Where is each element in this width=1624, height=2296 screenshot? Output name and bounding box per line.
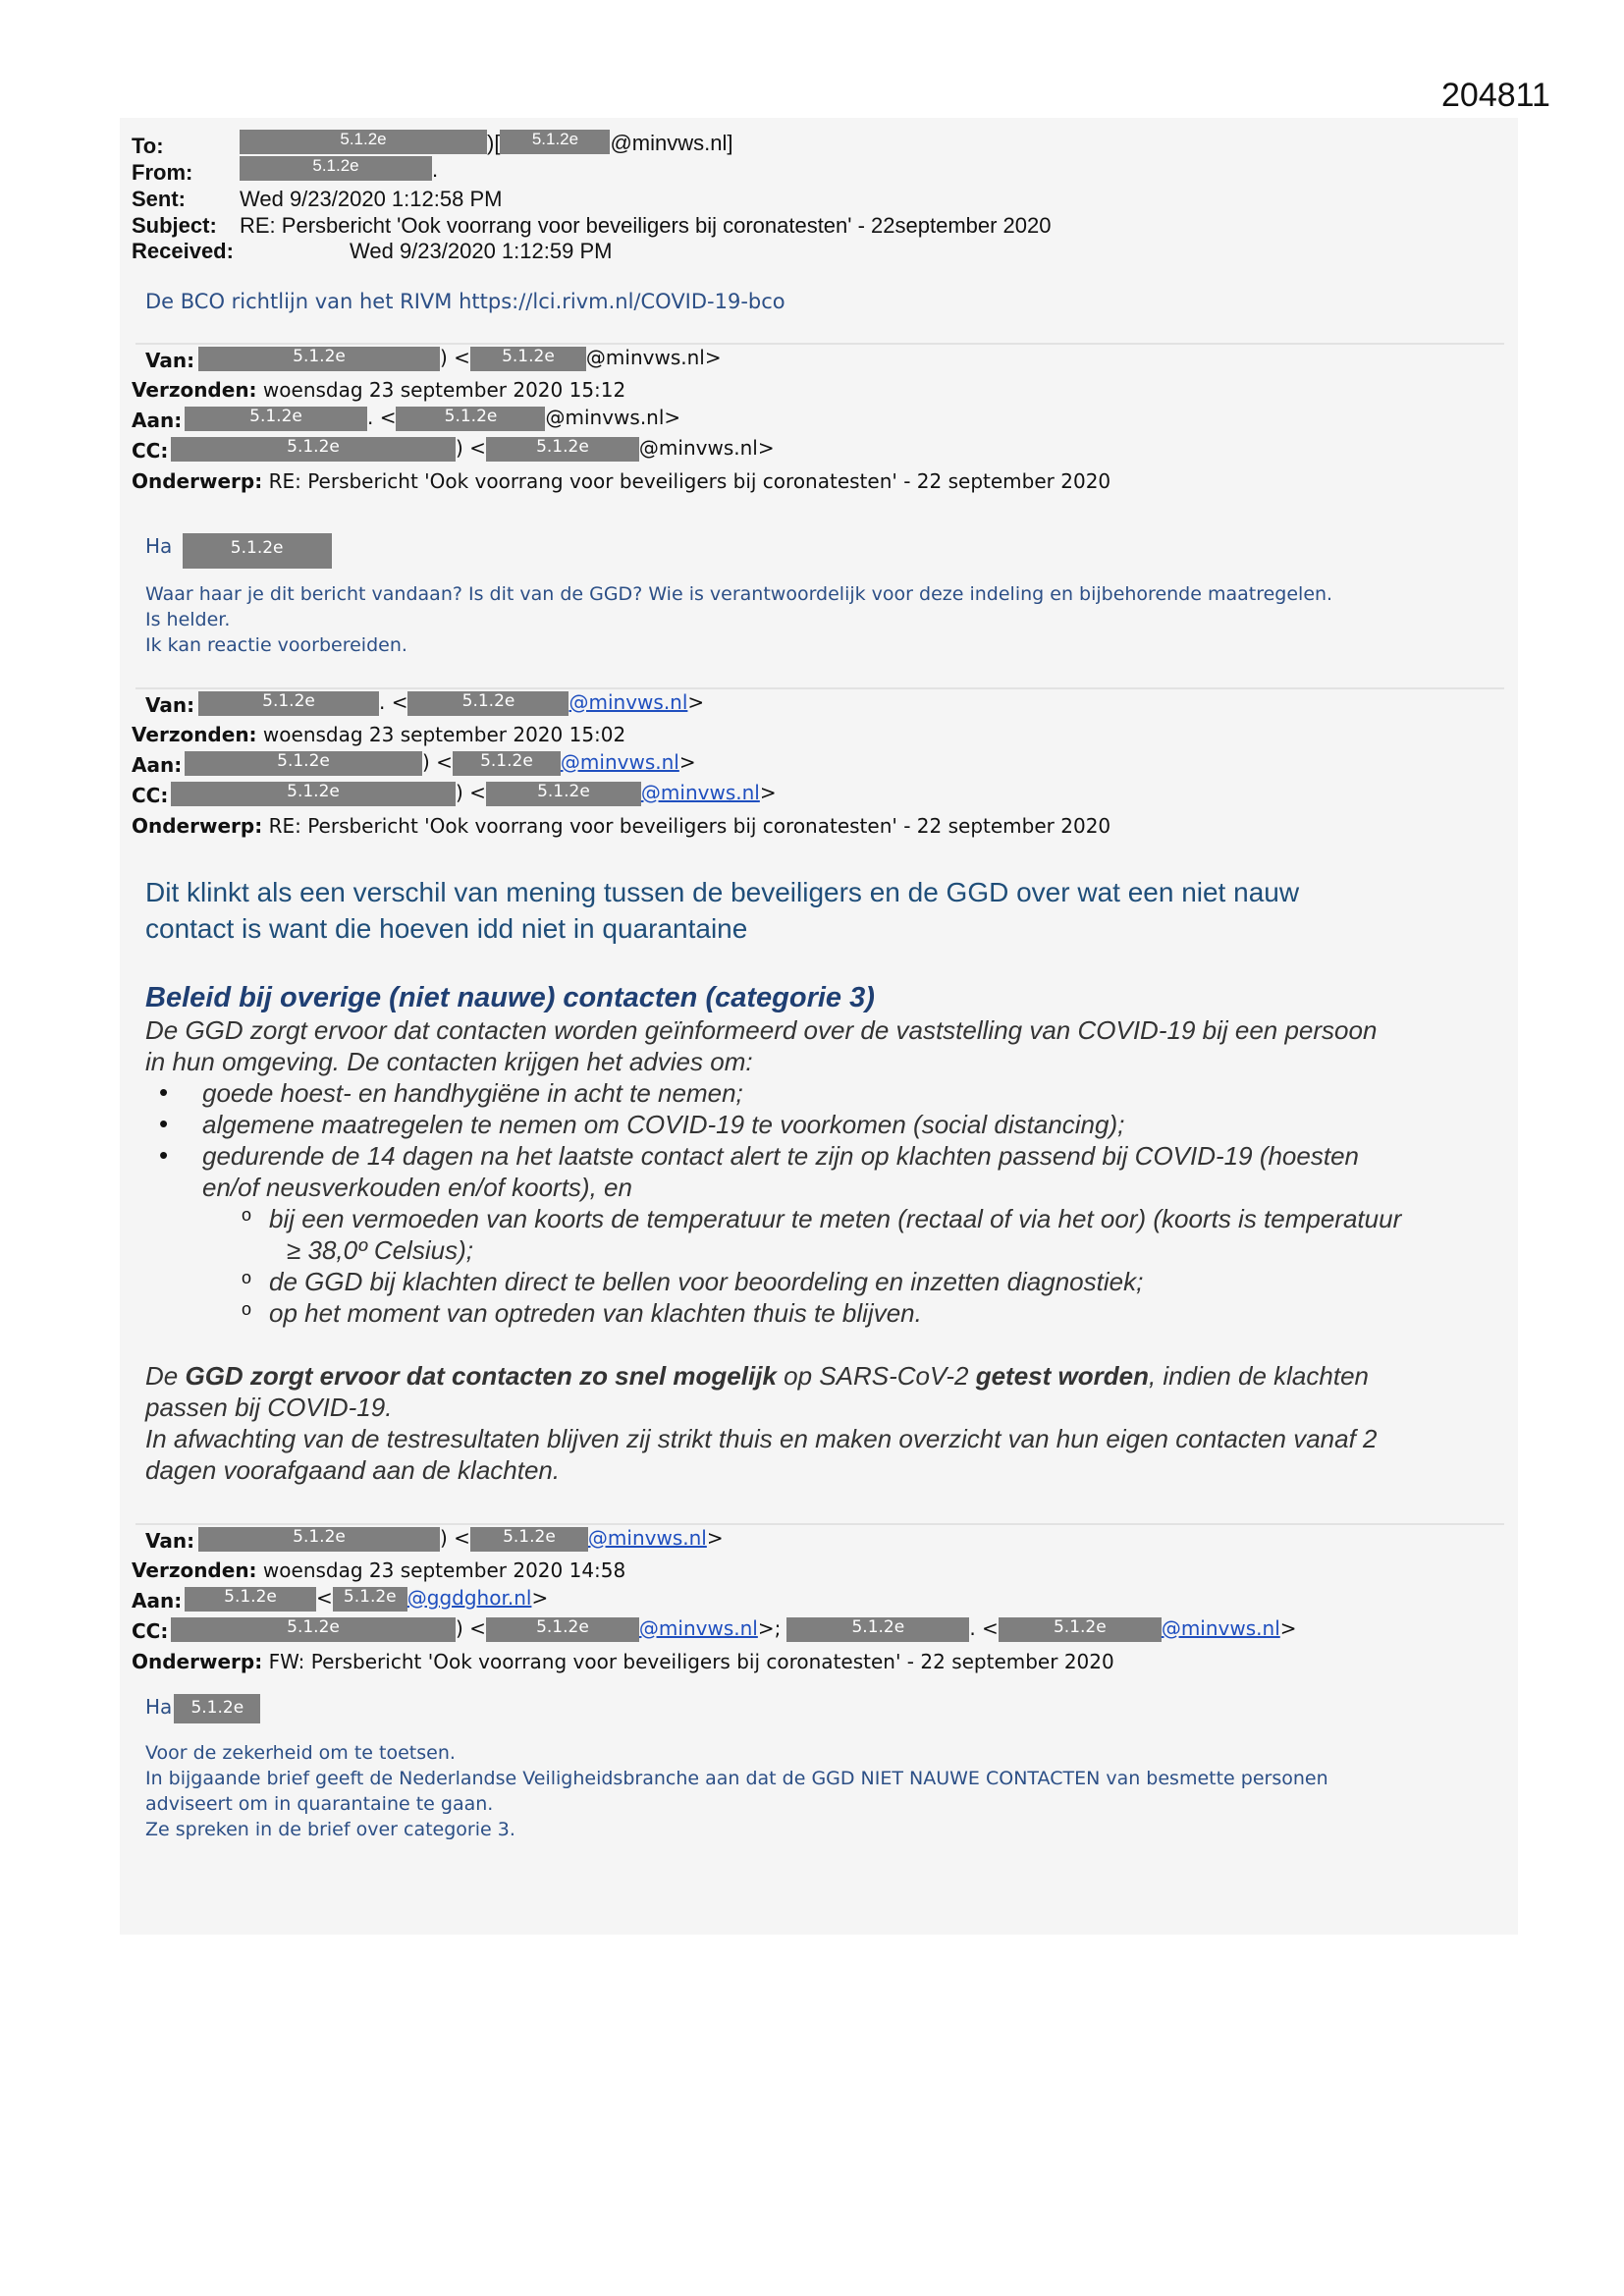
van-label: Van: — [145, 1529, 195, 1553]
circle-bullet-icon: o — [242, 1268, 252, 1287]
redaction: 5.1.2e — [333, 1587, 407, 1612]
to-label: To: — [132, 134, 164, 158]
redaction: 5.1.2e — [470, 1527, 588, 1552]
email-link[interactable]: @minvws.nl — [1161, 1616, 1280, 1640]
van-line: 5.1.2e ) < 5.1.2e @minvws.nl> — [198, 1523, 724, 1554]
to-domain: @minvws.nl] — [610, 131, 733, 155]
paragraph-line: In afwachting van de testresultaten blijven zij strikt thuis en maken overzicht van hun eigen contacten vanaf 2 — [145, 1424, 1378, 1453]
email-link[interactable]: @ggdghor.nl — [406, 1586, 532, 1610]
redaction: 5.1.2e — [486, 782, 641, 806]
to-separator: )[ — [487, 131, 501, 155]
redaction: 5.1.2e — [185, 407, 367, 431]
paragraph-line: dagen voorafgaand aan de klachten. — [145, 1455, 561, 1485]
subject-label: Subject: — [132, 213, 217, 238]
verzonden-line: Verzonden: woensdag 23 september 2020 15:02 — [132, 723, 626, 746]
greeting: Ha 5.1.2e — [145, 1694, 260, 1723]
paragraph-line: De GGD zorgt ervoor dat contacten zo snel mogelijk op SARS-CoV-2 getest worden, indien de klachten — [145, 1361, 1369, 1391]
email-page — [120, 118, 1518, 1935]
redaction: 5.1.2e — [183, 533, 332, 569]
redaction: 5.1.2e — [198, 1527, 440, 1552]
aan-label: Aan: — [132, 1589, 183, 1613]
sub-list-item: bij een vermoeden van koorts de temperatuur te meten (rectaal of via het oor) (koorts is temperatuur — [269, 1204, 1402, 1233]
van-line: 5.1.2e ) < 5.1.2e @minvws.nl> — [198, 343, 722, 373]
redaction: 5.1.2e — [486, 1617, 639, 1642]
body-line: In bijgaande brief geeft de Nederlandse Veiligheidsbranche aan dat de GGD NIET NAUWE CONTACTEN van besmette personen — [145, 1768, 1328, 1789]
cc-label: CC: — [132, 784, 169, 807]
cc-line: 5.1.2e ) < 5.1.2e @minvws.nl> — [171, 778, 777, 808]
redaction: 5.1.2e — [500, 130, 610, 154]
paragraph-line: De GGD zorgt ervoor dat contacten worden geïnformeerd over de vaststelling van COVID-19 bij een persoon — [145, 1015, 1378, 1045]
circle-bullet-icon: o — [242, 1299, 252, 1319]
sub-list-item: op het moment van optreden van klachten thuis te blijven. — [269, 1298, 922, 1328]
email-link[interactable]: @minvws.nl — [640, 781, 760, 804]
received-label: Received: — [132, 239, 234, 263]
redaction: 5.1.2e — [999, 1617, 1162, 1642]
van-label: Van: — [145, 349, 195, 372]
redaction: 5.1.2e — [171, 782, 456, 806]
sub-list-item: ≥ 38,0º Celsius); — [287, 1235, 473, 1265]
redaction: 5.1.2e — [470, 347, 586, 371]
bullet-icon: • — [159, 1109, 169, 1138]
email-link[interactable]: @minvws.nl — [568, 690, 688, 714]
email-link[interactable]: @minvws.nl — [638, 1616, 758, 1640]
email-link[interactable]: @minvws.nl — [587, 1526, 707, 1550]
redaction: 5.1.2e — [240, 130, 487, 154]
body-line: contact is want die hoeven idd niet in quarantaine — [145, 913, 748, 944]
redaction: 5.1.2e — [486, 437, 639, 462]
cc-label: CC: — [132, 439, 169, 463]
to-line — [240, 130, 732, 156]
body-line: Voor de zekerheid om te toetsen. — [145, 1742, 456, 1764]
cc-line: 5.1.2e ) < 5.1.2e @minvws.nl>; 5.1.2e . < 5.1.2e @minvws.nl> — [171, 1613, 1297, 1644]
aan-line: 5.1.2e . < 5.1.2e @minvws.nl> — [185, 403, 680, 433]
redaction: 5.1.2e — [171, 1617, 456, 1642]
aan-line: 5.1.2e ) < 5.1.2e @minvws.nl> — [185, 747, 696, 778]
redaction: 5.1.2e — [198, 347, 440, 371]
redaction: 5.1.2e — [396, 407, 545, 431]
greeting: Ha 5.1.2e — [145, 533, 332, 569]
onderwerp-line: Onderwerp: RE: Persbericht 'Ook voorrang voor beveiligers bij coronatesten' - 22 september 2020 — [132, 814, 1111, 838]
body-line: Ik kan reactie voorbereiden. — [145, 634, 407, 656]
subject-value: RE: Persbericht 'Ook voorrang voor beveiligers bij coronatesten' - 22september 2020 — [240, 213, 1052, 238]
list-item: algemene maatregelen te nemen om COVID-19 te voorkomen (social distancing); — [202, 1110, 1125, 1139]
list-item: gedurende de 14 dagen na het laatste contact alert te zijn op klachten passend bij COVID-19 (hoesten — [202, 1141, 1359, 1171]
onderwerp-line: Onderwerp: FW: Persbericht 'Ook voorrang voor beveiligers bij coronatesten' - 22 september 2020 — [132, 1650, 1114, 1673]
redaction: 5.1.2e — [240, 156, 432, 181]
bullet-icon: • — [159, 1140, 169, 1170]
aan-label: Aan: — [132, 753, 183, 777]
body-line: Waar haar je dit bericht vandaan? Is dit van de GGD? Wie is verantwoordelijk voor deze indeling en bijbehorende maatregelen. — [145, 583, 1333, 605]
body-line: adviseert om in quarantaine te gaan. — [145, 1793, 494, 1815]
sent-label: Sent: — [132, 187, 186, 211]
redaction: 5.1.2e — [185, 751, 422, 776]
redaction: 5.1.2e — [198, 691, 379, 716]
redaction: 5.1.2e — [786, 1617, 969, 1642]
email-link[interactable]: @minvws.nl — [560, 750, 679, 774]
verzonden-line: Verzonden: woensdag 23 september 2020 14:58 — [132, 1558, 626, 1582]
from-dot: . — [432, 157, 439, 182]
onderwerp-line: Onderwerp: RE: Persbericht 'Ook voorrang voor beveiligers bij coronatesten' - 22 september 2020 — [132, 469, 1111, 493]
verzonden-line: Verzonden: woensdag 23 september 2020 15:12 — [132, 378, 626, 402]
body-line: Dit klinkt als een verschil van mening tussen de beveiligers en de GGD over wat een niet nauw — [145, 877, 1300, 907]
intro-text: De BCO richtlijn van het RIVM https://lci.rivm.nl/COVID-19-bco — [145, 290, 785, 313]
body-line: Is helder. — [145, 609, 231, 630]
from-line — [240, 156, 438, 183]
paragraph-line: in hun omgeving. De contacten krijgen het advies om: — [145, 1047, 753, 1076]
van-line: 5.1.2e . < 5.1.2e @minvws.nl> — [198, 687, 704, 718]
circle-bullet-icon: o — [242, 1205, 252, 1225]
sent-value: Wed 9/23/2020 1:12:58 PM — [240, 187, 503, 211]
redaction: 5.1.2e — [174, 1694, 260, 1723]
redaction: 5.1.2e — [453, 751, 561, 776]
paragraph-line: passen bij COVID-19. — [145, 1393, 393, 1422]
list-item: goede hoest- en handhygiëne in acht te nemen; — [202, 1078, 743, 1108]
aan-line: 5.1.2e < 5.1.2e @ggdghor.nl> — [185, 1583, 548, 1613]
from-label: From: — [132, 160, 193, 185]
aan-label: Aan: — [132, 409, 183, 432]
redaction: 5.1.2e — [171, 437, 456, 462]
document-id: 204811 — [1441, 77, 1550, 114]
redaction: 5.1.2e — [185, 1587, 316, 1612]
sub-list-item: de GGD bij klachten direct te bellen voor beoordeling en inzetten diagnostiek; — [269, 1267, 1144, 1296]
bullet-icon: • — [159, 1077, 169, 1107]
body-line: Ze spreken in de brief over categorie 3. — [145, 1819, 515, 1840]
redaction: 5.1.2e — [407, 691, 568, 716]
cc-line: 5.1.2e ) < 5.1.2e @minvws.nl> — [171, 433, 775, 464]
van-label: Van: — [145, 693, 195, 717]
received-value: Wed 9/23/2020 1:12:59 PM — [350, 239, 613, 263]
list-item: en/of neusverkouden en/of koorts), en — [202, 1173, 632, 1202]
section-title: Beleid bij overige (niet nauwe) contacten (categorie 3) — [145, 982, 875, 1013]
cc-label: CC: — [132, 1619, 169, 1643]
